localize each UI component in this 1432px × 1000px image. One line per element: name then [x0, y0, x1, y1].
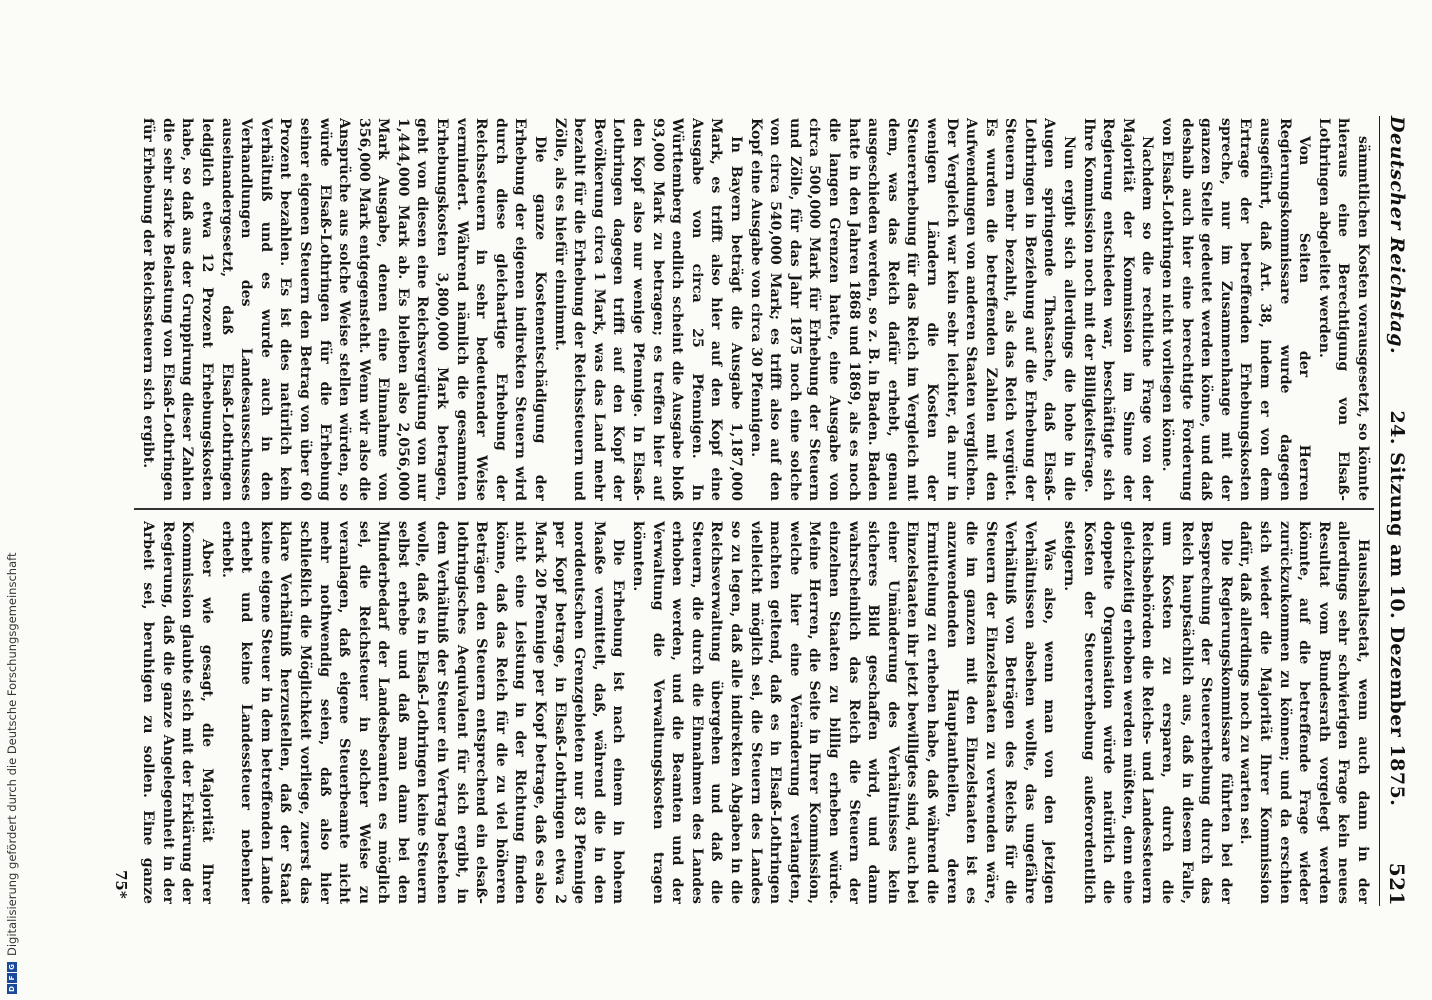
- paragraph: In Bayern beträgt die Ausgabe 1,187,000 Mark, es trifft also hier auf den Kopf eine Ausgabe von circa 25 Pfennigen. In Württemberg endlich scheint die Ausgabe bloß 93,000 Mark zu betragen; es treffen hier auf den Kopf also nur wenige Pfennige. In Elsaß-Lothringen dagegen trifft auf den Kopf der Bevölkerung circa 1 Mark, was das Land mehr bezahlt für die Erhebung der Reichssteuern und Zölle, als es hiefür einnimmt.: [551, 118, 744, 501]
- paragraph: Hausshaltsetat, wenn auch dann in der allerdings sehr schwierigen Frage kein neues Resultat vom Bundesrath vorgelegt werden könnte, auf die betreffende Frage wieder zurückzukommen zu können; und da erschien sich wieder die Majorität Ihrer Kommission dafür, daß allerdings noch zu warten sei.: [1237, 521, 1371, 904]
- page-header: [1379, 116, 1414, 906]
- header-title: Deutscher Reichstag.: [1386, 116, 1408, 355]
- paragraph: [137, 118, 138, 501]
- paragraph: sämmtlichen Kosten vorausgesetzt, so könnte hieraus eine Berechtigung von Elsaß-Lothringen abgeleitet werden.: [1315, 118, 1371, 501]
- paragraph: Nun ergibt sich allerdings die hohe in die Augen springende Thatsache, daß Elsaß-Lothringen in Beziehung auf die Erhebung der Steuern mehr bezahlt, als das Reich vergütet. Es wurden die betreffenden Zahlen mit den Aufwendungen von anderen Staaten verglichen. Der Vergleich war kein sehr leichter, da nur in wenigen Ländern die Kosten der Steuererhebung für das Reich im Vergleich mit dem, was das Reich dafür erhebt, genau ausgeschieden werden, so z. B. in Baden. Baden hatte in den Jahren 1868 und 1869, als es noch die langen Grenzen hatte, eine Ausgabe von circa 500,000 Mark für Erhebung der Steuern und Zölle, für das Jahr 1875 noch eine solche von circa 540,000 Mark; es trifft also auf den Kopf eine Ausgabe von circa 30 Pfennigen.: [747, 118, 1078, 501]
- left-column: [137, 118, 1372, 501]
- paragraph: Aber wie gesagt, die Majorität Ihrer Kommission glaubte sich mit der Erklärung der Regierung, daß die ganze Angelegenheit in der Arbeit sei, beruhigen zu sollen. Eine ganze: [140, 521, 215, 904]
- paragraph: Was also, wenn man von den jetzigen Verhältnissen absehen wollte, das ungefähre Verhältniß von Beträgen des Reichs für die Steuern der Einzelstaaten zu verwenden wäre, die im ganzen mit den Einzelstaaten ist es anzuwendenden Hauptantheilen, deren Ermittelung zu erheben habe, daß während die Einzelstaaten ihr jetzt bewilligtes sind, auch bei einer Umänderung des Verhältnisses kein sicheres Bild geschaffen wird, und dann wahrscheinlich das Reich die Steuern der einzelnen Staaten zu billig erheben würde. Meine Herren, die Seite in Ihrer Kommission, welche hier eine Veränderung verlangten, machten geltend, daß es in Elsaß-Lothringen vielleicht möglich sei, die Steuern des Landes so zu legen, daß alle indirekten Abgaben in die Reichsverwaltung übergehen und daß die Steuern, die durch die Einnahmen des Landes erhoben werden, und die Beamten und der Verwaltung die Verwaltungskosten tragen könnten.: [630, 521, 1058, 904]
- column-divider: [134, 508, 1374, 510]
- digitization-note: [2, 0, 22, 998]
- page-number: 521: [1385, 862, 1409, 906]
- paragraph: Die Regierungskommissare führten bei der Besprechung der Steuererhebung durch das Reich hauptsächlich aus, daß in diesem Falle, um Kosten zu ersparen, durch die Reichsbehörden die Reichs- und Landessteuern gleichzeitig erhoben werden müßten, denn eine doppelte Organisation würde natürlich die Kosten der Steuererhebung außerordentlich steigern.: [1061, 521, 1234, 904]
- paragraph: Von Seiten der Herren Regierungskommissare wurde dagegen ausgeführt, daß Art. 38, indem er von dem Ertrage der betreffenden Erhebungskosten spreche, nur im Zusammenhange mit der ganzen Stelle gedeutet werden könne, und daß deshalb auch hier eine berechtigte Forderung von Elsaß-Lothringen nicht vorliegen könne.: [1159, 118, 1313, 501]
- digitization-note-text: Digitalisierung gefördert durch die Deutsche Forschungsgemeinschaft: [5, 552, 19, 956]
- right-column: [137, 521, 1372, 904]
- signature-mark: 75*: [112, 870, 130, 899]
- header-session: 24. Sitzung am 10. Dezember 1875.: [1386, 410, 1408, 807]
- paragraph: Die ganze Kostenentschädigung der Erhebung der eigenen indirekten Steuern wird durch diese gleichartige Erhebung der Reichssteuern in sehr bedeutender Weise vermindert. Während nämlich die gesammten Erhebungskosten 3,800,000 Mark betragen, geht von diesen eine Reichsvergütung von nur 1,444,000 Mark ab. Es bleiben also 2,056,000 Mark Ausgabe, denen eine Einnahme von 356,000 Mark entgegensteht. Wenn wir also die Ansprüche aus solche Weise stellen würden, so würde Elsaß-Lothringen für die Erhebung seiner eigenen Steuern den Betrag von über 60 Prozent bezahlen. Es ist dies natürlich kein Verhältniß und es wurde auch in den Verhandlungen des Landesausschusses auseinandergesetzt, daß Elsaß-Lothringen lediglich etwa 12 Prozent Erhebungskosten habe, so daß aus der Gruppirung dieser Zahlen die sehr starke Belastung von Elsaß-Lothringen für Erhebung der Reichssteuern sich ergibt.: [140, 118, 549, 501]
- dfg-logo-icon: D F G: [7, 962, 17, 994]
- paragraph: Nachdem so die rechtliche Frage von der Majorität der Kommission im Sinne der Regierung entschieden war, beschäftigte sich Ihre Kommission noch mit der Billigkeitsfrage.: [1080, 118, 1156, 501]
- paragraph: Die Erhebung ist nach einem in hohem Maaße vermittelt, daß, während die in den norddeutschen Grenzgebieten nur 83 Pfennige per Kopf betrage, in Elsaß-Lothringen etwa 2 Mark 20 Pfennige per Kopf betrage, daß es also nicht eine Leistung in der Richtung finden könne, daß das Reich für die zu viel höheren Beträgen den Steuern entsprechend ein elsaß-lothringisches Aequivalent für sich ergibt, in dem Verhältniß der Steuer ein Vertrag bestehen wolle, daß es in Elsaß-Lothringen keine Steuern selbst erhebe und daß man dann bei den Minderbedarf der Landesbeamten es möglich sei, die Reichsteuer in solcher Weise zu veranlagen, daß eigene Steuerbeamte nicht mehr nothwendig seien, daß also hier schließlich die Möglichkeit vorliege, zuerst das klare Verhältniß herzustellen, daß der Staat keine eigene Steuer in dem betreffenden Lande erhebt und keine Landessteuer nebenher erhebt.: [218, 521, 627, 904]
